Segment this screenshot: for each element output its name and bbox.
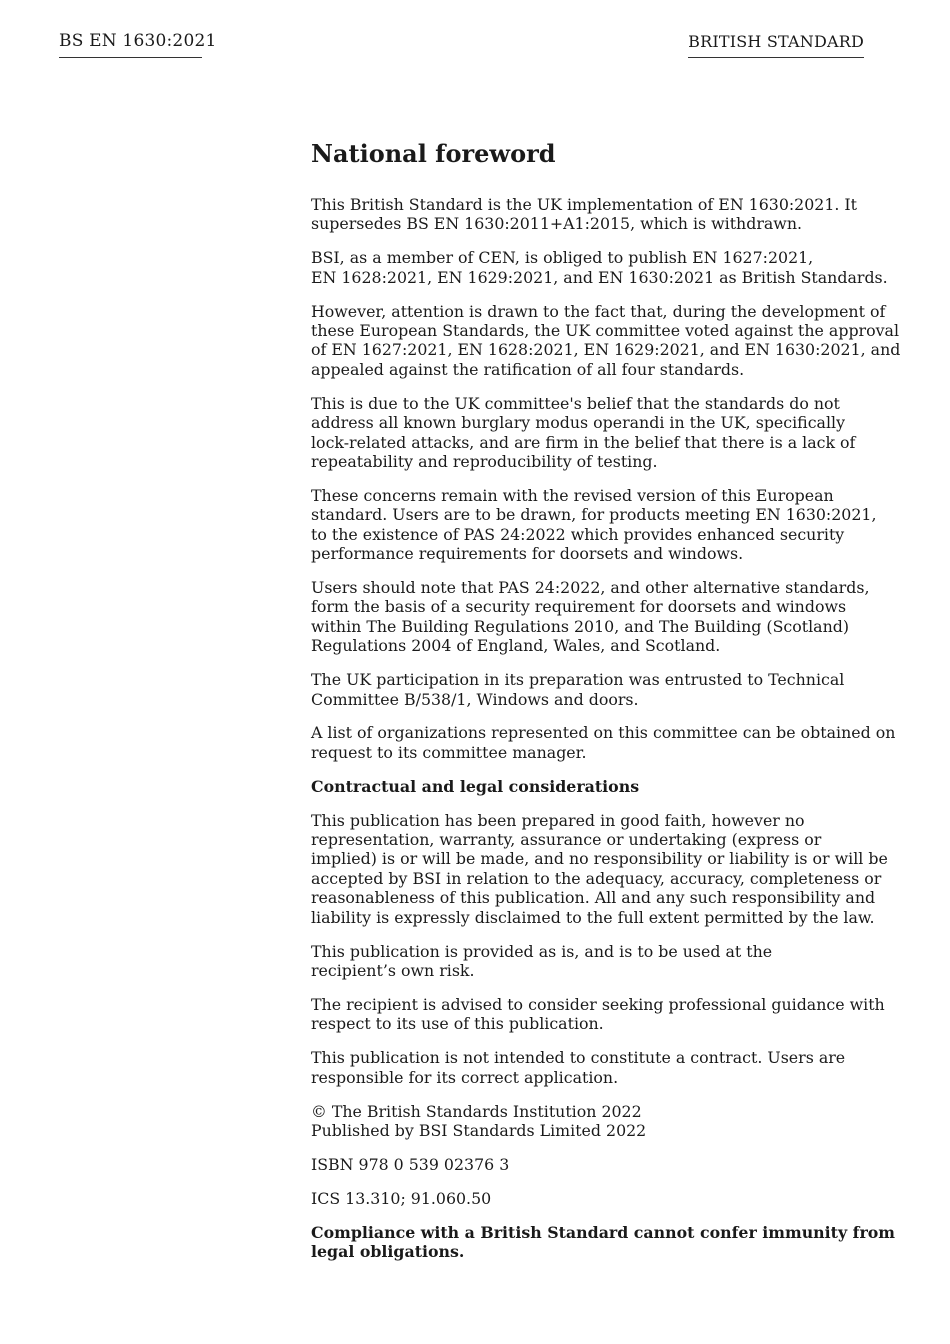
paragraph-pas24-note: Users should note that PAS 24:2022, and other alternative standards, form the basis of a security requirement for doorsets and windows within The Building Regulations 2010, and The Building (Scotland) Regulations 2004 of England, Wales, and Scotland.	[311, 578, 870, 656]
foreword-body	[311, 138, 901, 1276]
publisher-label: BRITISH STANDARD	[688, 32, 864, 58]
paragraph-not-contract: This publication is not intended to constitute a contract. Users are responsible for its correct application.	[311, 1048, 846, 1087]
ics-codes: ICS 13.310; 91.060.50	[311, 1188, 492, 1208]
isbn: ISBN 978 0 539 02376 3	[311, 1154, 510, 1174]
copyright-notice: © The British Standards Institution 2022 Published by BSI Standards Limited 2022	[311, 1101, 647, 1140]
legal-heading: Contractual and legal considerations	[311, 776, 640, 796]
paragraph-good-faith: This publication has been prepared in good faith, however no representation, warranty, assurance or undertaking (express or implied) is or will be made, and no responsibility or liability is or will be accepted by BSI in relation to the adequacy, accuracy, completeness or reasonableness of this publication. All and any such responsibility and liability is expressly disclaimed to the full extent permitted by the law.	[311, 810, 888, 927]
paragraph-cen-obligation: BSI, as a member of CEN, is obliged to publish EN 1627:2021, EN 1628:2021, EN 1629:2021, and EN 1630:2021 as British Standards.	[311, 248, 888, 287]
compliance-statement: Compliance with a British Standard cannot confer immunity from legal obligations.	[311, 1222, 896, 1262]
paragraph-uk-vote: However, attention is drawn to the fact that, during the development of these European Standards, the UK committee voted against the approval of EN 1627:2021, EN 1628:2021, EN 1629:2021, and EN 1630:2021, and appealed against the ratification of all four standards.	[311, 301, 901, 379]
paragraph-implementation: This British Standard is the UK implementation of EN 1630:2021. It supersedes BS EN 1630:2011+A1:2015, which is withdrawn.	[311, 195, 858, 234]
paragraph-concerns: These concerns remain with the revised version of this European standard. Users are to be drawn, for products meeting EN 1630:2021, to the existence of PAS 24:2022 which provides enhanced security performance requirements for doorsets and windows.	[311, 485, 877, 564]
document-id: BS EN 1630:2021	[59, 31, 202, 58]
paragraph-guidance: The recipient is advised to consider seeking professional guidance with respect to its use of this publication.	[311, 994, 885, 1034]
paragraph-uk-participation: The UK participation in its preparation was entrusted to Technical Committee B/538/1, Windows and doors.	[311, 670, 845, 709]
paragraph-committee-belief: This is due to the UK committee's belief that the standards do not address all known burglary modus operandi in the UK, specifically lock-related attacks, and are firm in the belief that there is a lack of repeatability and reproducibility of testing.	[311, 393, 856, 471]
page-title: National foreword	[311, 139, 556, 168]
paragraph-as-is: This publication is provided as is, and is to be used at the recipient’s own risk.	[311, 941, 773, 980]
paragraph-organizations-list: A list of organizations represented on this committee can be obtained on request to its committee manager.	[311, 723, 896, 762]
